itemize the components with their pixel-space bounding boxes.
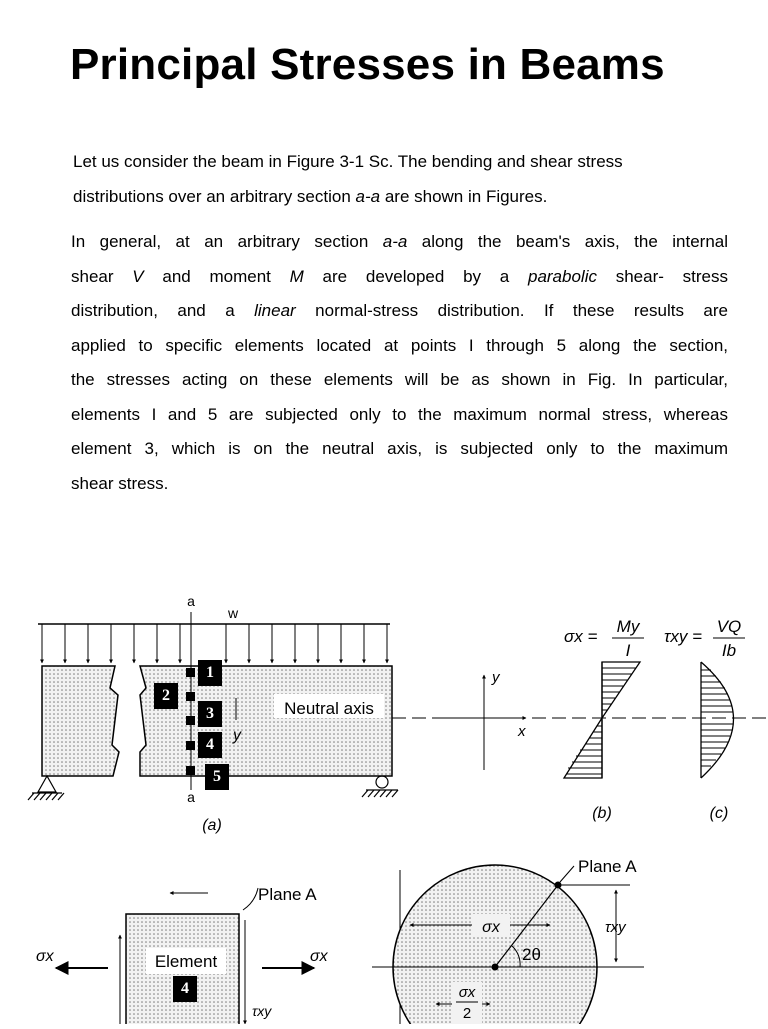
caption-b: (b)	[592, 805, 612, 822]
text-line: shear V and moment M are developed by a parabolic shear- stress	[71, 266, 728, 286]
bending-stress-distribution	[564, 617, 644, 822]
text-line: shear stress.	[71, 473, 169, 493]
text-line: elements I and 5 are subjected only to the maximum normal stress, whereas	[71, 404, 728, 424]
y-axis-label: y	[492, 669, 500, 686]
italic-term: V	[132, 266, 144, 286]
text-line: applied to specific elements located at points I through 5 along the section,	[71, 335, 728, 355]
element-label: Element	[154, 952, 218, 971]
sigma-x-left: σx	[36, 948, 54, 965]
bending-eq-numerator: My	[616, 617, 640, 636]
element-number-badge: 4	[173, 976, 197, 1002]
italic-term: a-a	[382, 232, 408, 251]
circle-tau-xy: τxy	[605, 919, 626, 936]
section-label-bottom: a	[187, 789, 195, 805]
text-line: Let us consider the beam in Figure 3-1 Sc. The bending and shear stress	[73, 152, 623, 171]
text-line: distributions over an arbitrary section a-a are shown in Figures.	[73, 186, 548, 206]
point-3-badge: 3	[198, 701, 222, 727]
shear-eq-numerator: VQ	[716, 617, 742, 636]
caption-a: (a)	[202, 817, 222, 834]
mohrs-circle	[372, 857, 644, 1024]
neutral-axis-label: Neutral axis	[284, 699, 374, 718]
body-paragraph	[71, 225, 728, 501]
italic-term: linear	[254, 301, 296, 320]
intro-paragraph	[73, 145, 713, 214]
roller-support	[362, 776, 398, 797]
element-plane-a-label: Plane A	[258, 885, 317, 904]
italic-term: a-a	[355, 186, 381, 206]
bending-eq-lhs: σx =	[564, 627, 598, 646]
shear-eq-lhs: τxy =	[664, 627, 703, 646]
load-label: w	[227, 605, 239, 621]
circle-sigma-x: σx	[482, 919, 500, 936]
half-sigma-numerator: σx	[458, 984, 476, 1001]
text-line: element 3, which is on the neutral axis, is subjected only to the maximum	[71, 439, 728, 458]
text-line: the stresses acting on these elements will be as shown in Fig. In particular,	[71, 370, 728, 389]
italic-term: parabolic	[527, 266, 597, 286]
x-axis-label: x	[518, 723, 526, 740]
element-tau-xy: τxy	[252, 1003, 272, 1019]
half-sigma-denominator: 2	[462, 1005, 472, 1022]
page-title: Principal Stresses in Beams	[70, 40, 665, 89]
pin-support	[28, 776, 64, 800]
distributed-load-arrows	[42, 624, 387, 663]
shear-stress-distribution	[664, 617, 745, 822]
stress-element-diagram	[36, 885, 329, 1024]
bending-eq-denominator: I	[625, 641, 631, 660]
text-line: distribution, and a linear normal-stress distribution. If these results are	[71, 301, 728, 320]
italic-term: M	[289, 266, 304, 286]
caption-c: (c)	[709, 805, 729, 822]
sigma-x-right: σx	[310, 948, 328, 965]
two-theta-label: 2θ	[522, 945, 541, 964]
y-distance-label: y	[233, 727, 241, 744]
text-line: In general, at an arbitrary section a-a along the beam's axis, the internal	[71, 232, 729, 251]
section-label-top: a	[187, 593, 195, 609]
shear-eq-denominator: Ib	[721, 641, 737, 660]
point-4-badge: 4	[198, 732, 222, 758]
point-5-badge: 5	[205, 764, 229, 790]
beam-stress-figure	[0, 580, 768, 1029]
coordinate-axes	[436, 669, 526, 770]
point-2-badge: 2	[154, 683, 178, 709]
circle-plane-a-label: Plane A	[578, 857, 637, 876]
point-1-badge: 1	[198, 660, 222, 686]
